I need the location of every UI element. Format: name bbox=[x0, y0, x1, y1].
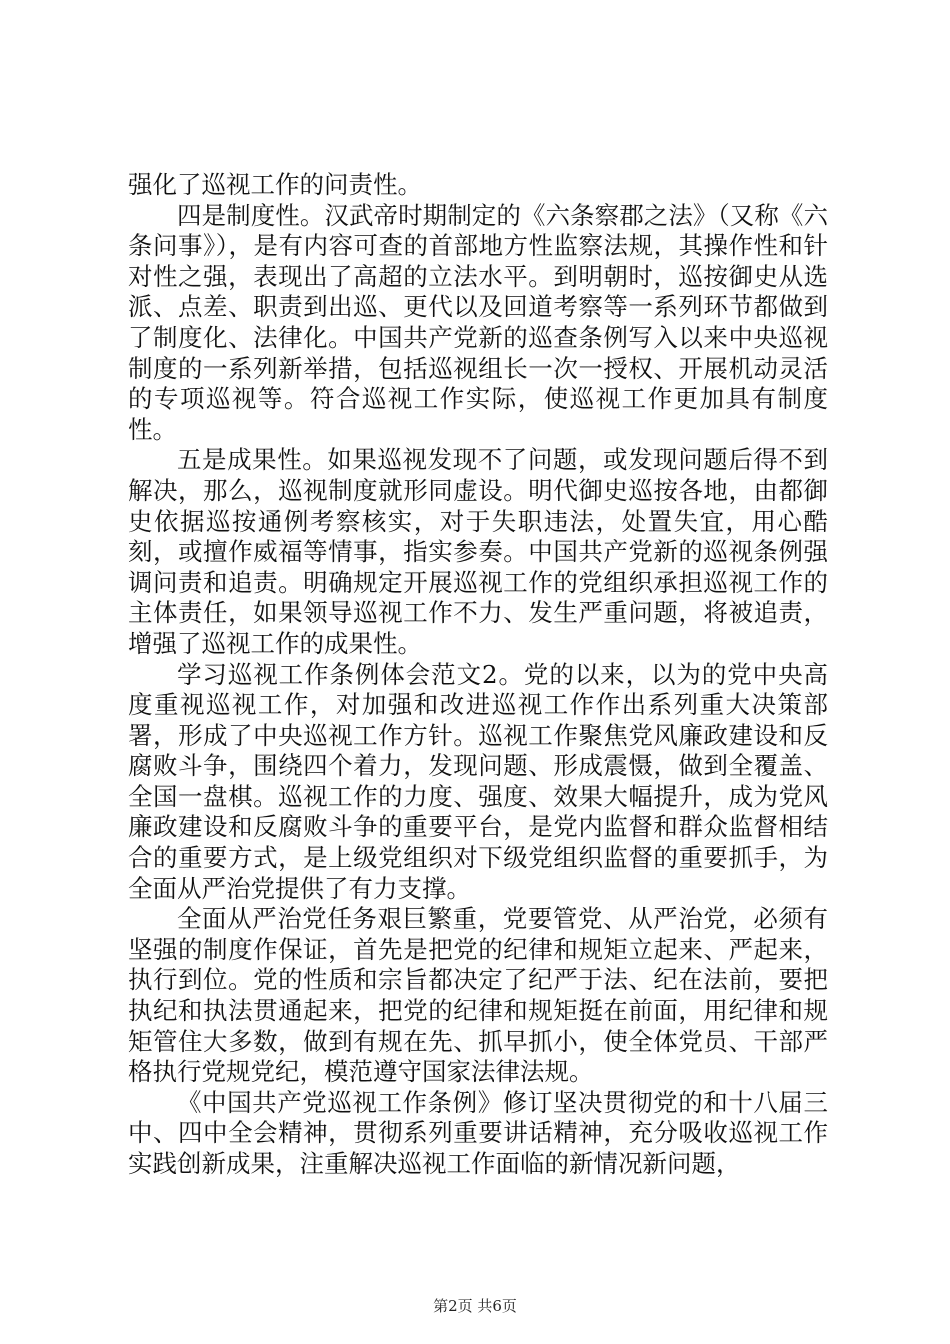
paragraph-5: 全面从严治党任务艰巨繁重，党要管党、从严治党，必须有坚强的制度作保证，首先是把党的纪律和规矩立起来、严起来，执行到位。党的性质和宗旨都决定了纪严于法、纪在法前，要把执纪和执法贯通起来，把党的纪律和规矩挺在前面，用纪律和规矩管住大多数，做到有规在先、抓早抓小，使全体党员、干部严格执行党规党纪，模范遵守国家法律法规。 bbox=[128, 904, 828, 1087]
paragraph-2: 四是制度性。汉武帝时期制定的《六条察郡之法》（又称《六条问事》），是有内容可查的首部地方性监察法规，其操作性和针对性之强，表现出了高超的立法水平。到明朝时，巡按御史从选派、点差、职责到出巡、更代以及回道考察等一系列环节都做到了制度化、法律化。中国共产党新的巡查条例写入以来中央巡视制度的一系列新举措，包括巡视组长一次一授权、开展机动灵活的专项巡视等。符合巡视工作实际，使巡视工作更加具有制度性。 bbox=[128, 200, 828, 444]
paragraph-4: 学习巡视工作条例体会范文2。党的以来，以为的党中央高度重视巡视工作，对加强和改进巡视工作作出系列重大决策部署，形成了中央巡视工作方针。巡视工作聚焦党风廉政建设和反腐败斗争，围绕四个着力，发现问题、形成震慑，做到全覆盖、全国一盘棋。巡视工作的力度、强度、效果大幅提升，成为党风廉政建设和反腐败斗争的重要平台，是党内监督和群众监督相结合的重要方式，是上级党组织对下级党组织监督的重要抓手，为全面从严治党提供了有力支撑。 bbox=[128, 659, 828, 903]
document-body bbox=[128, 170, 828, 1180]
paragraph-3: 五是成果性。如果巡视发现不了问题，或发现问题后得不到解决，那么，巡视制度就形同虚设。明代御史巡按各地，由都御史依据巡按通例考察核实，对于失职违法，处置失宜，用心酷刻，或擅作威福等情事，指实参奏。中国共产党新的巡视条例强调问责和追责。明确规定开展巡视工作的党组织承担巡视工作的主体责任，如果领导巡视工作不力、发生严重问题，将被追责，增强了巡视工作的成果性。 bbox=[128, 445, 828, 658]
paragraph-6: 《中国共产党巡视工作条例》修订坚决贯彻党的和十八届三中、四中全会精神，贯彻系列重要讲话精神，充分吸收巡视工作实践创新成果，注重解决巡视工作面临的新情况新问题， bbox=[128, 1087, 828, 1178]
page-number: 第2页 共6页 bbox=[433, 1297, 517, 1315]
paragraph-1: 强化了巡视工作的问责性。 bbox=[128, 170, 422, 199]
page-footer bbox=[0, 1296, 950, 1316]
